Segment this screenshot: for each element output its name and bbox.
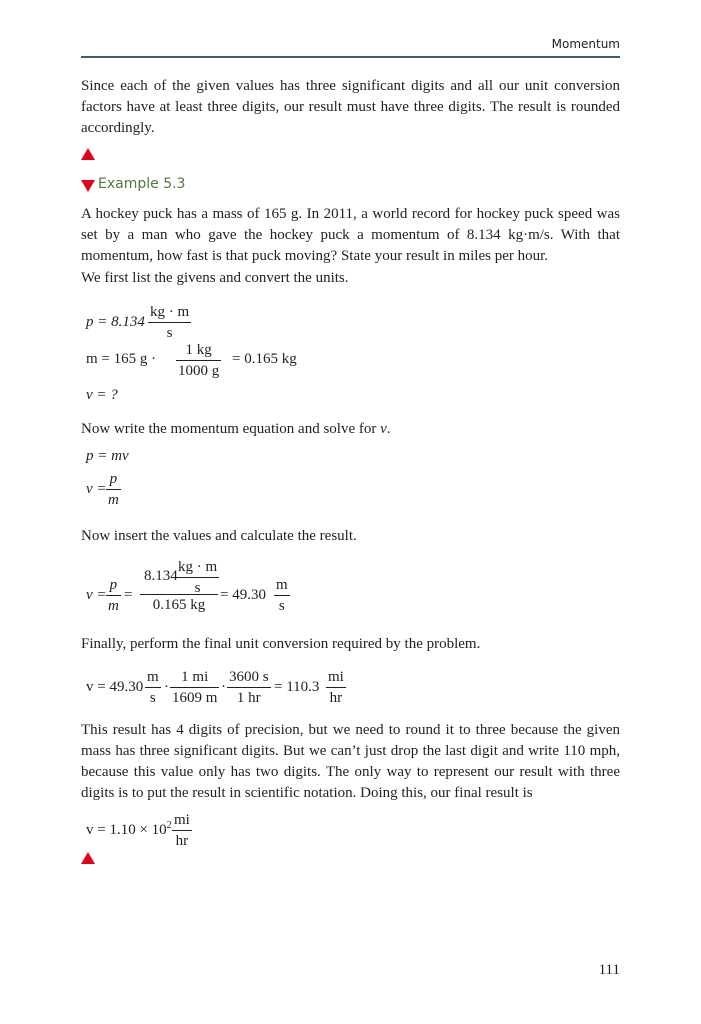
fraction-numerator: mi <box>172 811 192 831</box>
v-equation-lhs: v = <box>86 481 107 497</box>
fraction-denominator: 1 hr <box>236 690 261 706</box>
fraction-numerator: kg · m <box>176 558 219 578</box>
fraction-denominator: 1609 m <box>172 690 218 706</box>
m-given-lhs: m = 165 g · <box>86 351 157 367</box>
calc-momentum-unit-fraction <box>176 558 219 597</box>
convert-dot-1: · <box>164 679 169 695</box>
paragraph-final-conversion: Finally, perform the final unit conversion required by the problem. <box>81 636 481 652</box>
fraction-denominator: m <box>108 598 119 614</box>
m-conversion-fraction <box>176 341 221 380</box>
convert-result-unit-fraction <box>326 668 346 707</box>
example-title: Example 5.3 <box>98 176 186 192</box>
fraction-numerator: p <box>106 576 121 596</box>
paragraph-significant-digits: Since each of the given values has three significant digits and all our unit conversion factors have at least three digits, our result must have three digits. The result is rounded accordingly. <box>81 78 620 136</box>
calc-p-over-m-fraction <box>106 576 121 615</box>
calc-main-fraction <box>140 558 218 614</box>
convert-factor-mi-per-m <box>170 668 219 707</box>
convert-factor-m-per-s <box>145 668 161 707</box>
fraction-numerator: m <box>145 668 161 688</box>
example-start-triangle-icon <box>81 180 95 192</box>
p-over-m-fraction <box>106 470 121 509</box>
m-given-rhs: = 0.165 kg <box>232 351 297 367</box>
calc-momentum-value: 8.134 <box>144 568 178 584</box>
paragraph-text: Now write the momentum equation and solve for <box>81 421 381 437</box>
momentum-equation: p = mv <box>86 448 129 464</box>
fraction-numerator: p <box>106 470 121 490</box>
calc-result-unit-fraction <box>274 576 290 615</box>
v-unknown: v = ? <box>86 387 118 403</box>
final-lhs <box>86 821 172 839</box>
convert-dot-2: · <box>221 679 226 695</box>
calc-equals: = <box>124 587 133 603</box>
paragraph-problem: A hockey puck has a mass of 165 g. In 2011, a world record for hockey puck speed was set by a man who gave the hockey puck a momentum of 8.134 kg·m/s. With that momentum, how fast is that puck moving? State your result in miles per hour. <box>81 206 620 264</box>
fraction-denominator: s <box>166 325 173 341</box>
final-unit-fraction <box>172 811 192 850</box>
paragraph-momentum-intro <box>81 419 620 440</box>
paragraph-givens-intro: We first list the givens and convert the units. <box>81 270 349 286</box>
fraction-denominator: hr <box>329 690 343 706</box>
fraction-numerator: m <box>274 576 290 596</box>
calc-result: = 49.30 <box>220 587 266 603</box>
fraction-denominator: s <box>194 580 201 596</box>
fraction-denominator: 1000 g <box>178 363 220 379</box>
fraction-numerator: mi <box>326 668 346 688</box>
convert-result: = 110.3 <box>274 679 320 695</box>
running-head: Momentum <box>551 37 620 51</box>
final-lhs-text: v = 1.10 × 10 <box>86 822 167 838</box>
calc-v-lhs: v = <box>86 587 107 603</box>
fraction-denominator: hr <box>175 833 189 849</box>
fraction-numerator: 1 mi <box>170 668 219 688</box>
fraction-denominator: s <box>278 598 285 614</box>
final-exponent: 2 <box>166 820 172 831</box>
p-given-lhs: p = 8.134 <box>86 314 145 330</box>
convert-lhs: v = 49.30 <box>86 679 144 695</box>
calc-main-denominator: 0.165 kg <box>152 597 206 613</box>
paragraph-text: . <box>386 421 391 437</box>
fraction-denominator: s <box>149 690 156 706</box>
header-rule <box>81 56 620 58</box>
p-given-unit-fraction <box>148 303 191 342</box>
fraction-numerator: 1 kg <box>176 341 221 361</box>
fraction-numerator: 3600 s <box>227 668 271 688</box>
paragraph-precision-explanation: This result has 4 digits of precision, but we need to round it to three because the given mass has three significant digits. But we can’t just drop the last digit and write 110 mph, because this value only has two digits. The only way to represent our result with three digits is to put the result in scientific notation. Doing this, our final result is <box>81 722 620 801</box>
end-example-triangle-icon <box>81 852 95 864</box>
fraction-denominator: m <box>108 492 119 508</box>
page-number: 111 <box>598 962 620 978</box>
calc-main-numerator <box>140 558 218 595</box>
fraction-numerator: kg · m <box>148 303 191 323</box>
paragraph-insert-values: Now insert the values and calculate the result. <box>81 528 357 544</box>
end-example-triangle-icon <box>81 148 95 160</box>
variable-v: v <box>380 421 387 437</box>
convert-factor-s-per-hr <box>227 668 271 707</box>
